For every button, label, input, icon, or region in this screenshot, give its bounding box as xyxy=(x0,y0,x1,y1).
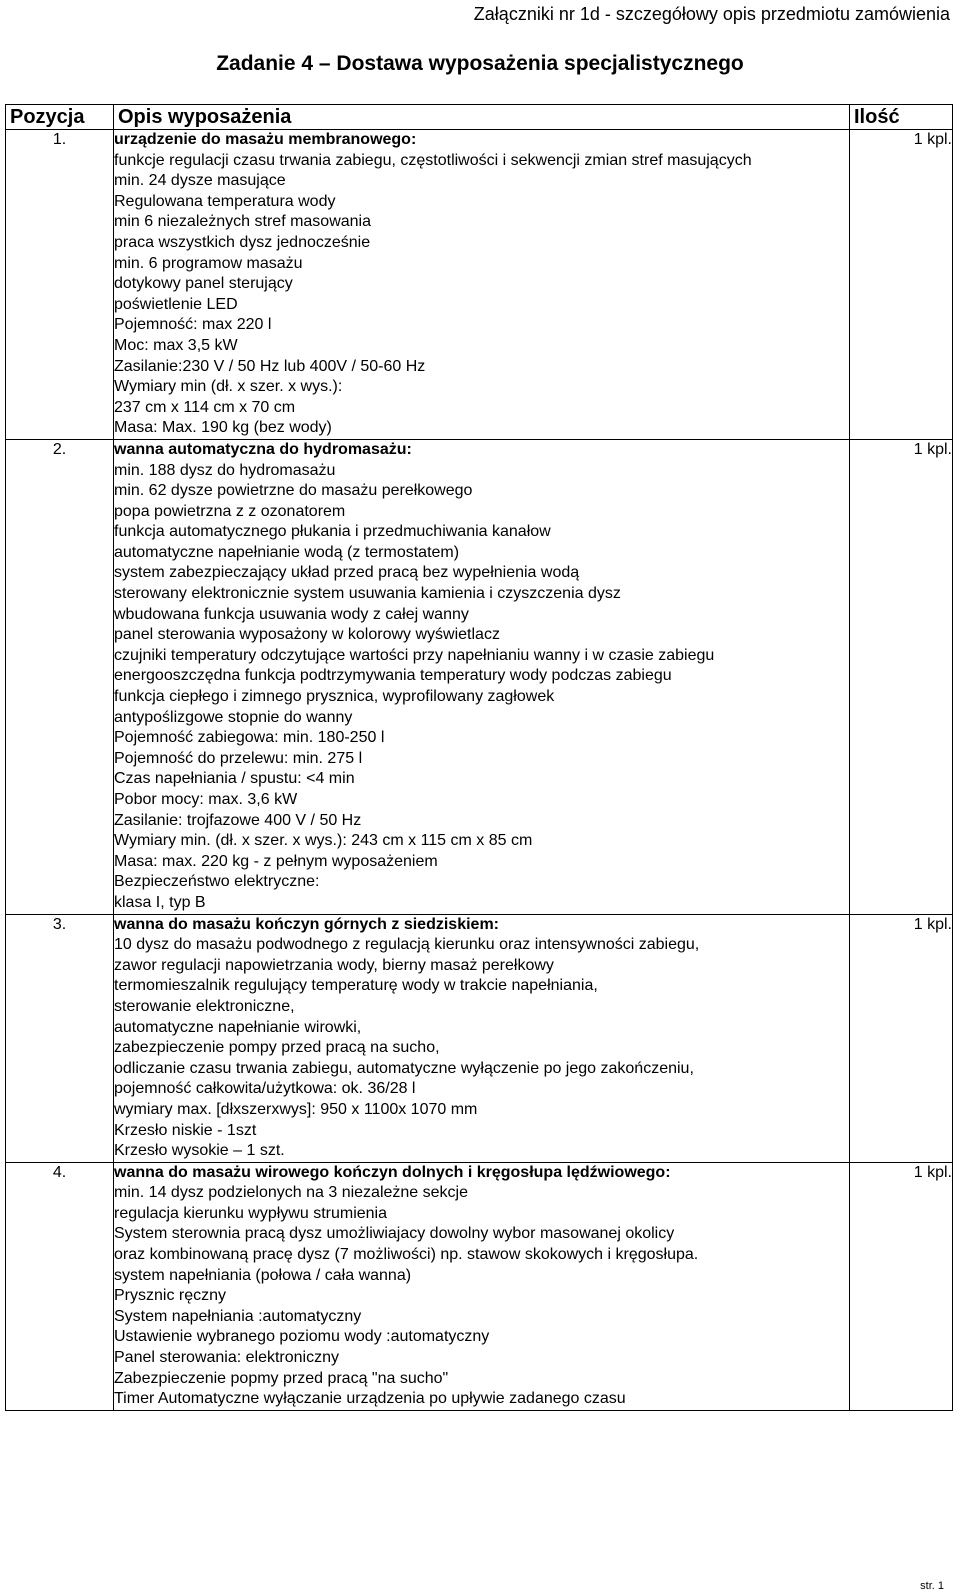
spec-line: Wymiary min (dł. x szer. x wys.): xyxy=(114,378,343,396)
spec-line: dotykowy panel sterujący xyxy=(114,275,293,293)
spec-line: System sterownia pracą dysz umożliwiajacy dowolny wybor masowanej okolicy xyxy=(114,1225,675,1243)
spec-line: Panel sterowania: elektroniczny xyxy=(114,1349,340,1367)
spec-line: System napełniania :automatyczny xyxy=(114,1307,362,1325)
document-title: Zadanie 4 – Dostawa wyposażenia specjalistycznego xyxy=(216,52,744,75)
table-row xyxy=(6,130,953,440)
table-header-row xyxy=(6,105,953,130)
spec-line: min. 24 dysze masujące xyxy=(114,172,286,190)
item-title: wanna do masażu kończyn górnych z siedziskiem: xyxy=(114,915,499,933)
spec-line: automatyczne napełnianie wirowki, xyxy=(114,1018,362,1036)
row-description xyxy=(114,130,850,440)
table-row xyxy=(6,914,953,1162)
spec-line: Bezpieczeństwo elektryczne: xyxy=(114,873,320,891)
spec-line: Pojemność zabiegowa: min. 180-250 l xyxy=(114,729,385,747)
spec-line: 237 cm x 114 cm x 70 cm xyxy=(114,398,296,416)
spec-line: funkcje regulacji czasu trwania zabiegu, częstotliwości i sekwencji zmian stref masujących xyxy=(114,151,752,169)
spec-line: Prysznic ręczny xyxy=(114,1287,227,1305)
spec-line: Regulowana temperatura wody xyxy=(114,192,336,210)
spec-line: min. 188 dysz do hydromasażu xyxy=(114,461,336,479)
spec-line: czujniki temperatury odczytujące wartości przy napełnianiu wanny i w czasie zabiegu xyxy=(114,646,715,664)
spec-line: sterowanie elektroniczne, xyxy=(114,997,295,1015)
item-title: wanna automatyczna do hydromasażu: xyxy=(114,440,412,458)
spec-line: funkcja ciepłego i zimnego prysznica, wyprofilowany zagłowek xyxy=(114,688,555,706)
spec-line: Czas napełniania / spustu: <4 min xyxy=(114,770,355,788)
spec-line: klasa I, typ B xyxy=(114,893,206,911)
row-position: 3. xyxy=(6,914,114,1162)
row-position: 4. xyxy=(6,1162,114,1410)
spec-line: Zasilanie:230 V / 50 Hz lub 400V / 50-60 Hz xyxy=(114,357,426,375)
spec-line: 10 dysz do masażu podwodnego z regulacją kierunku oraz intensywności zabiegu, xyxy=(114,936,700,954)
spec-line: wymiary max. [dłxszerxwys]: 950 x 1100x 1070 mm xyxy=(114,1100,478,1118)
row-description xyxy=(114,439,850,914)
spec-line: praca wszystkich dysz jednocześnie xyxy=(114,233,371,251)
spec-line: Timer Automatyczne wyłączanie urządzenia po upływie zadanego czasu xyxy=(114,1390,626,1408)
spec-line: Masa: max. 220 kg - z pełnym wyposażeniem xyxy=(114,852,438,870)
spec-line: antypoślizgowe stopnie do wanny xyxy=(114,708,353,726)
spec-line: Krzesło niskie - 1szt xyxy=(114,1121,257,1139)
row-quantity: 1 kpl. xyxy=(850,130,953,440)
spec-line: min. 62 dysze powietrzne do masażu perełkowego xyxy=(114,482,473,500)
specification-table xyxy=(5,104,953,1411)
spec-line: termomieszalnik regulujący temperaturę wody w trakcie napełniania, xyxy=(114,977,598,995)
spec-line: zabezpieczenie pompy przed pracą na sucho, xyxy=(114,1039,440,1057)
spec-line: Masa: Max. 190 kg (bez wody) xyxy=(114,419,332,437)
spec-line: Pojemność do przelewu: min. 275 l xyxy=(114,749,363,767)
spec-line: pojemność całkowita/użytkowa: ok. 36/28 l xyxy=(114,1080,416,1098)
spec-line: Pobor mocy: max. 3,6 kW xyxy=(114,791,298,808)
page-number: str. 1 xyxy=(920,1580,944,1592)
row-description xyxy=(114,1162,850,1410)
row-quantity: 1 kpl. xyxy=(850,914,953,1162)
column-header-quantity: Ilość xyxy=(850,105,953,130)
spec-line: automatyczne napełnianie wodą (z termostatem) xyxy=(114,543,460,561)
spec-line: odliczanie czasu trwania zabiegu, automatyczne wyłączenie po jego zakończeniu, xyxy=(114,1059,694,1077)
spec-line: sterowany elektronicznie system usuwania kamienia i czyszczenia dysz xyxy=(114,585,621,603)
spec-line: panel sterowania wyposażony w kolorowy wyświetlacz xyxy=(114,626,500,644)
spec-line: Zasilanie: trojfazowe 400 V / 50 Hz xyxy=(114,811,362,829)
table-row xyxy=(6,1162,953,1410)
spec-line: min. 14 dysz podzielonych na 3 niezależne sekcje xyxy=(114,1184,468,1202)
row-description xyxy=(114,914,850,1162)
spec-line: Ustawienie wybranego poziomu wody :automatyczny xyxy=(114,1328,490,1346)
spec-line: system napełniania (połowa / cała wanna) xyxy=(114,1266,412,1284)
spec-line: poświetlenie LED xyxy=(114,295,238,313)
spec-line: Pojemność: max 220 l xyxy=(114,316,272,334)
spec-line: popa powietrzna z z ozonatorem xyxy=(114,502,346,520)
attachment-header: Załączniki nr 1d - szczegółowy opis przedmiotu zamówienia xyxy=(473,4,950,24)
item-title: urządzenie do masażu membranowego: xyxy=(114,131,417,148)
spec-line: Moc: max 3,5 kW xyxy=(114,336,238,354)
spec-line: system zabezpieczający układ przed pracą bez wypełnienia wodą xyxy=(114,564,580,582)
row-position: 1. xyxy=(6,130,114,440)
spec-line: min. 6 programow masażu xyxy=(114,254,303,272)
row-quantity: 1 kpl. xyxy=(850,1162,953,1410)
column-header-description: Opis wyposażenia xyxy=(114,105,850,130)
table-row xyxy=(6,439,953,914)
spec-line: funkcja automatycznego płukania i przedmuchiwania kanałow xyxy=(114,523,551,541)
spec-line: wbudowana funkcja usuwania wody z całej wanny xyxy=(114,605,469,623)
table-body xyxy=(6,130,953,1411)
spec-line: min 6 niezależnych stref masowania xyxy=(114,213,372,231)
spec-line: regulacja kierunku wypływu strumienia xyxy=(114,1204,388,1222)
spec-line: energooszczędna funkcja podtrzymywania temperatury wody podczas zabiegu xyxy=(114,667,672,685)
row-position: 2. xyxy=(6,439,114,914)
item-title: wanna do masażu wirowego kończyn dolnych i kręgosłupa lędźwiowego: xyxy=(114,1163,671,1181)
spec-line: Zabezpieczenie popmy przed pracą "na sucho" xyxy=(114,1369,449,1387)
spec-line: Wymiary min. (dł. x szer. x wys.): 243 cm x 115 cm x 85 cm xyxy=(114,832,533,850)
spec-line: oraz kombinowaną pracę dysz (7 możliwości) np. stawow skokowych i kręgosłupa. xyxy=(114,1246,699,1264)
spec-line: Krzesło wysokie – 1 szt. xyxy=(114,1142,285,1160)
column-header-position: Pozycja xyxy=(6,105,114,130)
row-quantity: 1 kpl. xyxy=(850,439,953,914)
spec-line: zawor regulacji napowietrzania wody, bierny masaż perełkowy xyxy=(114,956,554,974)
